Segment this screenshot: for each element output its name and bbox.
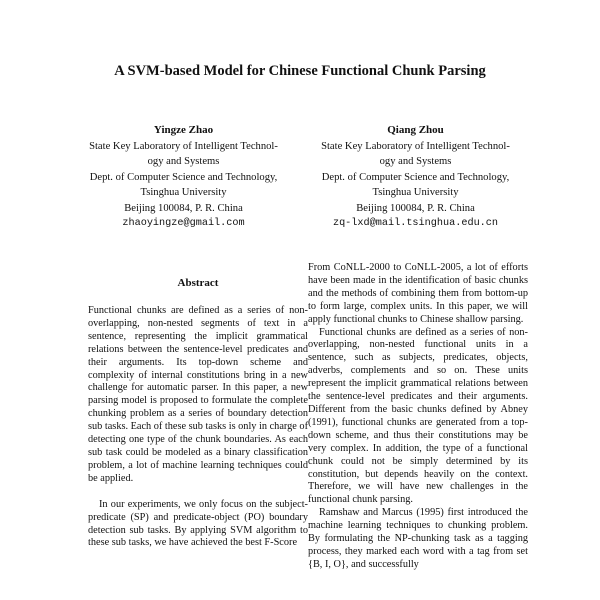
body-paragraph: Ramshaw and Marcus (1995) first introduced the machine learning techniques to chunking problem. By formulating the NP-chunking task as a tagging process, they marked each word with a tag from set {B, I, O}, and successfully <box>308 507 528 570</box>
abstract-paragraph: Functional chunks are defined as a series of non-overlapping, non-nested segments of text in a sentence, representing the implicit grammatical relations between the sentence-level predicates and their arguments. Its top-down scheme and complexity of internal constitutions bring in a new challenge for automatic parser. In this paper, a new parsing model is proposed to formulate the complete chunking problem as a series of boundary detection sub tasks. Each of these sub tasks is only in charge of detecting one type of the chunk boundaries. As each sub task could be modeled as a binary classification problem, a lot of machine learning techniques could be applied. <box>88 305 309 484</box>
affiliation-line: Dept. of Computer Science and Technology, <box>89 171 278 183</box>
affiliation-line: Tsinghua University <box>372 187 459 198</box>
author-name: Yingze Zhao <box>153 124 214 136</box>
author-block-2 <box>303 123 528 232</box>
paper-title: A SVM-based Model for Chinese Functional Chunk Parsing <box>114 63 486 79</box>
affiliation-line: Beijing 100084, P. R. China <box>356 202 475 214</box>
affiliation-line: ogy and Systems <box>379 156 452 167</box>
affiliation-line: State Key Laboratory of Intelligent Technol- <box>89 140 278 152</box>
left-column <box>88 262 308 563</box>
affiliation-line: Beijing 100084, P. R. China <box>124 202 243 214</box>
author-email: zq-lxd@mail.tsinghua.edu.cn <box>332 218 499 229</box>
body-paragraph: From CoNLL-2000 to CoNLL-2005, a lot of efforts have been made in the identification of basic chunks and the methods of combining them from bottom-up to form large, complex units. In this paper, we will apply functional chunks to Chinese shallow parsing. <box>308 262 528 325</box>
abstract-paragraph: In our experiments, we only focus on the subject-predicate (SP) and predicate-object (PO) boundary detection sub tasks. By applying SVM algorithm to these sub tasks, we have achieved the best F-Score <box>88 498 308 549</box>
abstract-heading: Abstract <box>177 277 219 289</box>
author-name: Qiang Zhou <box>387 124 444 136</box>
affiliation-line: Dept. of Computer Science and Technology, <box>321 171 510 183</box>
affiliation-line: State Key Laboratory of Intelligent Technol- <box>321 140 510 152</box>
affiliation-line: ogy and Systems <box>147 156 220 167</box>
author-block-1 <box>72 123 295 232</box>
right-column <box>308 262 528 572</box>
author-email: zhaoyingze@gmail.com <box>122 218 245 229</box>
body-paragraph: Functional chunks are defined as a series of non-overlapping, non-nested functional units in a sentence, such as subjects, predicates, objects, adverbs, complements and so on. These units represent the implicit grammatical relations between the sentence-level predicates and their arguments. Different from the basic chunks defined by Abney (1991), functional chunks are generated from a top-down scheme, and thus their constitutions may be very complex. In addition, the type of a functional chunk could not be simply determined by its constitution, but depends heavily on the context. Therefore, we will have new challenges in the functional chunk parsing. <box>308 326 528 506</box>
affiliation-line: Tsinghua University <box>140 187 227 198</box>
